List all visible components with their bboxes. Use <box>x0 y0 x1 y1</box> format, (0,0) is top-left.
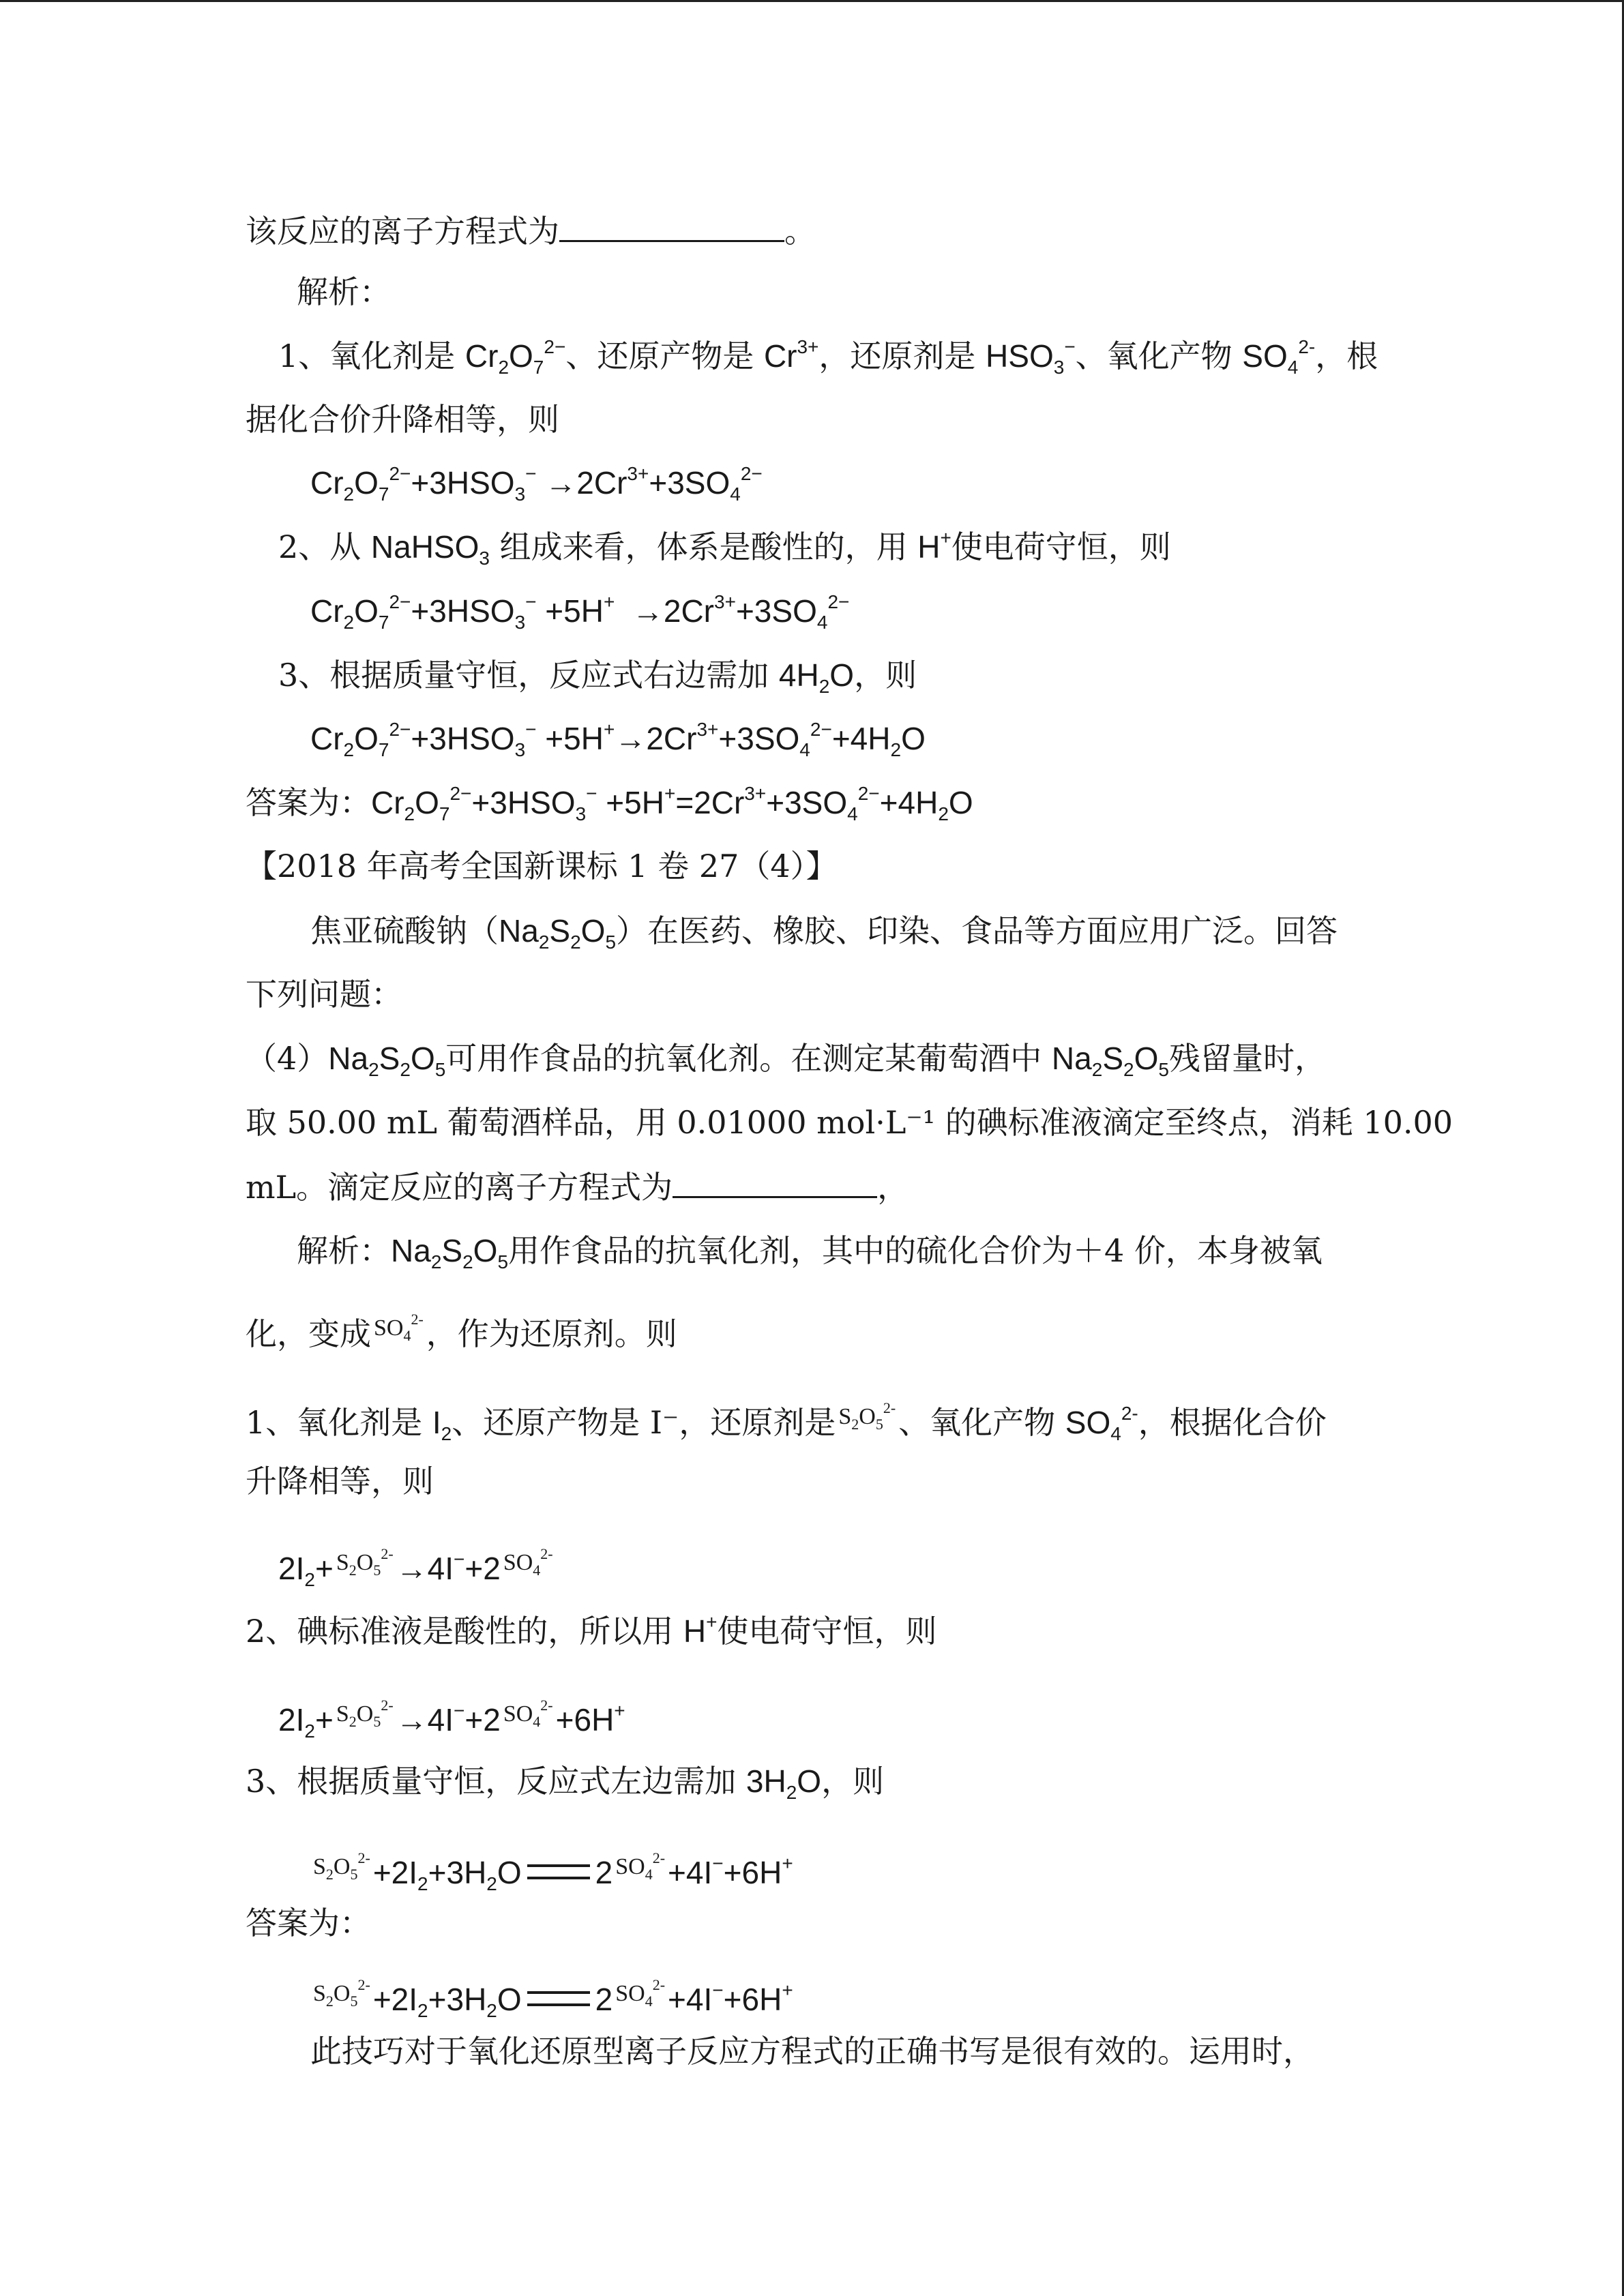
text: 答案为： <box>246 1905 371 1941</box>
formula-water: $4H_2O$ <box>778 657 855 697</box>
formula-hplus: H+ <box>917 527 951 565</box>
formula-so4-stacked: $SO_4^{2-}$ <box>615 1976 666 2010</box>
text: ，则 <box>854 657 917 694</box>
problem-intro <box>310 910 1338 951</box>
formula-so4-stacked: $SO_4^{2-}$ <box>503 1545 553 1579</box>
formula-na2s2o5: $Na_2S_2O_5$ <box>1051 1041 1169 1080</box>
formula-i2: $I_2$ <box>432 1405 452 1444</box>
text: 可用作食品的抗氧化剂。在测定某葡萄酒中 <box>445 1040 1052 1077</box>
analysis-line <box>297 1230 1323 1271</box>
formula-s2o5-stacked: $S_2O_5^{2-}$ <box>313 1976 370 2010</box>
text: 组成来看，体系是酸性的，用 <box>489 528 918 565</box>
answer-blank <box>673 1166 877 1198</box>
text: ，根 <box>1315 338 1378 374</box>
text: mL。滴定反应的离子方程式为 <box>246 1169 673 1206</box>
text: （4） <box>246 1040 329 1077</box>
step-3-line <box>278 655 917 696</box>
formula-s2o5-stacked: $S_2O_5^{2-}$ <box>336 1545 394 1579</box>
formula-hplus: H+ <box>683 1611 718 1649</box>
text-line <box>246 399 559 440</box>
formula-so4-stacked: $SO_4^{2-}$ <box>374 1311 424 1344</box>
text: 焦亚硫酸钠（ <box>310 912 499 949</box>
text: 、还原产物是 I⁻，还原剂是 <box>452 1404 836 1441</box>
text: 3、根据质量守恒，反应式左边需加 <box>246 1763 746 1800</box>
answer-line-1 <box>246 782 973 823</box>
text-line <box>246 1461 434 1502</box>
equation-1: $Cr_2O_7^{2-}+3HSO_3^- \to 2Cr^{3+}+3SO_4^{2-}$ <box>310 463 763 505</box>
answer-heading <box>246 1903 371 1943</box>
text: 此技巧对于氧化还原型离子反应方程式的正确书写是很有效的。运用时， <box>310 2033 1314 2070</box>
text: 答案为： <box>246 784 371 821</box>
text: 3、根据质量守恒，反应式右边需加 <box>278 657 779 694</box>
equals-sign <box>527 1864 590 1879</box>
formula-water: $3H_2O$ <box>745 1763 822 1803</box>
question-line <box>246 210 816 252</box>
text: ）在医药、橡胶、印染、食品等方面应用广泛。回答 <box>616 912 1338 949</box>
formula-na2s2o5: $Na_2S_2O_5$ <box>499 913 617 953</box>
step-1-line <box>278 336 1378 376</box>
text: 。 <box>784 213 816 250</box>
exam-source-heading <box>246 846 838 886</box>
text: 下列问题： <box>246 976 402 1013</box>
text: 解析： <box>297 273 391 310</box>
step-1-line <box>246 1397 1327 1443</box>
text-line <box>246 974 402 1015</box>
text: 升降相等，则 <box>246 1463 434 1500</box>
text: 该反应的离子方程式为 <box>246 213 559 250</box>
equals-sign <box>527 1991 590 2006</box>
text: 使电荷守恒，则 <box>717 1613 937 1650</box>
answer-blank <box>559 210 784 242</box>
formula-nahso3: NaHSO$_3$ <box>370 529 490 569</box>
step-2-line <box>278 526 1171 567</box>
text: 2、碘标准液是酸性的，所以用 <box>246 1613 683 1650</box>
equation-5: $2I_2+ S_2O_5^{2-}\to 4I^-+2$ $SO_4^{2-}+6H^+$ <box>278 1694 625 1740</box>
formula-so4-stacked: $SO_4^{2-}$ <box>615 1849 666 1883</box>
answer-equation-2: $S_2O_5^{2-}+2I_2+3H_2O$ 2 $SO_4^{2-}+4I^-+6H^+$ <box>310 1973 793 2020</box>
step-3-line <box>246 1761 884 1802</box>
formula-na2s2o5: $Na_2S_2O_5$ <box>391 1233 509 1272</box>
equation-6: $S_2O_5^{2-}+2I_2+3H_2O$ 2 $SO_4^{2-}+4I^-+6H^+$ <box>310 1847 793 1893</box>
formula-so4: $SO_4^{2-}$ <box>1242 336 1316 378</box>
text: ，则 <box>821 1763 885 1800</box>
text: ，作为还原剂。则 <box>426 1315 677 1352</box>
text: ，根据化合价 <box>1138 1404 1327 1441</box>
analysis-line <box>246 1308 677 1354</box>
formula-s2o5-stacked: $S_2O_5^{2-}$ <box>838 1399 896 1433</box>
answer-equation-1: $Cr_2O_7^{2-}+3HSO_3^- +5H^+=2Cr^{3+}+3SO_4^{2-}+4H_2O$ <box>371 783 973 824</box>
text: 、氧化产物 <box>898 1404 1065 1441</box>
text: 据化合价升降相等，则 <box>246 401 559 438</box>
text: ， <box>877 1169 909 1206</box>
analysis-heading <box>297 271 391 312</box>
formula-cr3: $Cr^{3+}$ <box>763 336 819 374</box>
page-top-border <box>0 0 1624 2</box>
text: 1、氧化剂是 <box>246 1404 432 1441</box>
text: 2、从 <box>278 528 371 565</box>
text: 解析： <box>297 1232 391 1269</box>
question-line <box>246 1166 909 1208</box>
formula-dichromate: $Cr_2O_7^{2-}$ <box>464 336 566 378</box>
equation-2: $Cr_2O_7^{2-}+3HSO_3^- +5H^+ \to 2Cr^{3+}+3SO_4^{2-}$ <box>310 591 850 633</box>
text: 化，变成 <box>246 1315 371 1352</box>
text: 用作食品的抗氧化剂，其中的硫化合价为＋4 价，本身被氧 <box>508 1232 1323 1269</box>
problem-part-4 <box>246 1038 1326 1079</box>
text: ，还原剂是 <box>818 338 986 374</box>
text: 、还原产物是 <box>565 338 764 374</box>
text: 、氧化产物 <box>1075 338 1243 374</box>
step-2-line <box>246 1611 936 1652</box>
equation-4: $2I_2+ S_2O_5^{2-}\to 4I^-+2$ $SO_4^{2-}$ <box>278 1542 556 1589</box>
formula-s2o5-stacked: $S_2O_5^{2-}$ <box>336 1697 394 1730</box>
text: 取 50.00 mL 葡萄酒样品，用 0.01000 mol·L⁻¹ 的碘标准液滴定至终点，消耗 10.00 <box>246 1104 1453 1141</box>
equation-3: $Cr_2O_7^{2-}+3HSO_3^- +5H^+\to 2Cr^{3+}+3SO_4^{2-}+4H_2O$ <box>310 719 926 760</box>
text: 残留量时， <box>1168 1040 1326 1077</box>
text: 1、氧化剂是 <box>278 338 465 374</box>
text-line <box>246 1102 1453 1143</box>
formula-hso3: $HSO_3^-$ <box>986 336 1076 378</box>
formula-so4: $SO_4^{2-}$ <box>1065 1403 1138 1444</box>
closing-text <box>310 2031 1314 2072</box>
text: 【2018 年高考全国新课标 1 卷 27（4）】 <box>246 848 838 884</box>
text: 使电荷守恒，则 <box>951 528 1171 565</box>
formula-s2o5-stacked: $S_2O_5^{2-}$ <box>313 1849 370 1883</box>
formula-so4-stacked: $SO_4^{2-}$ <box>503 1697 553 1730</box>
formula-na2s2o5: $Na_2S_2O_5$ <box>328 1041 446 1080</box>
